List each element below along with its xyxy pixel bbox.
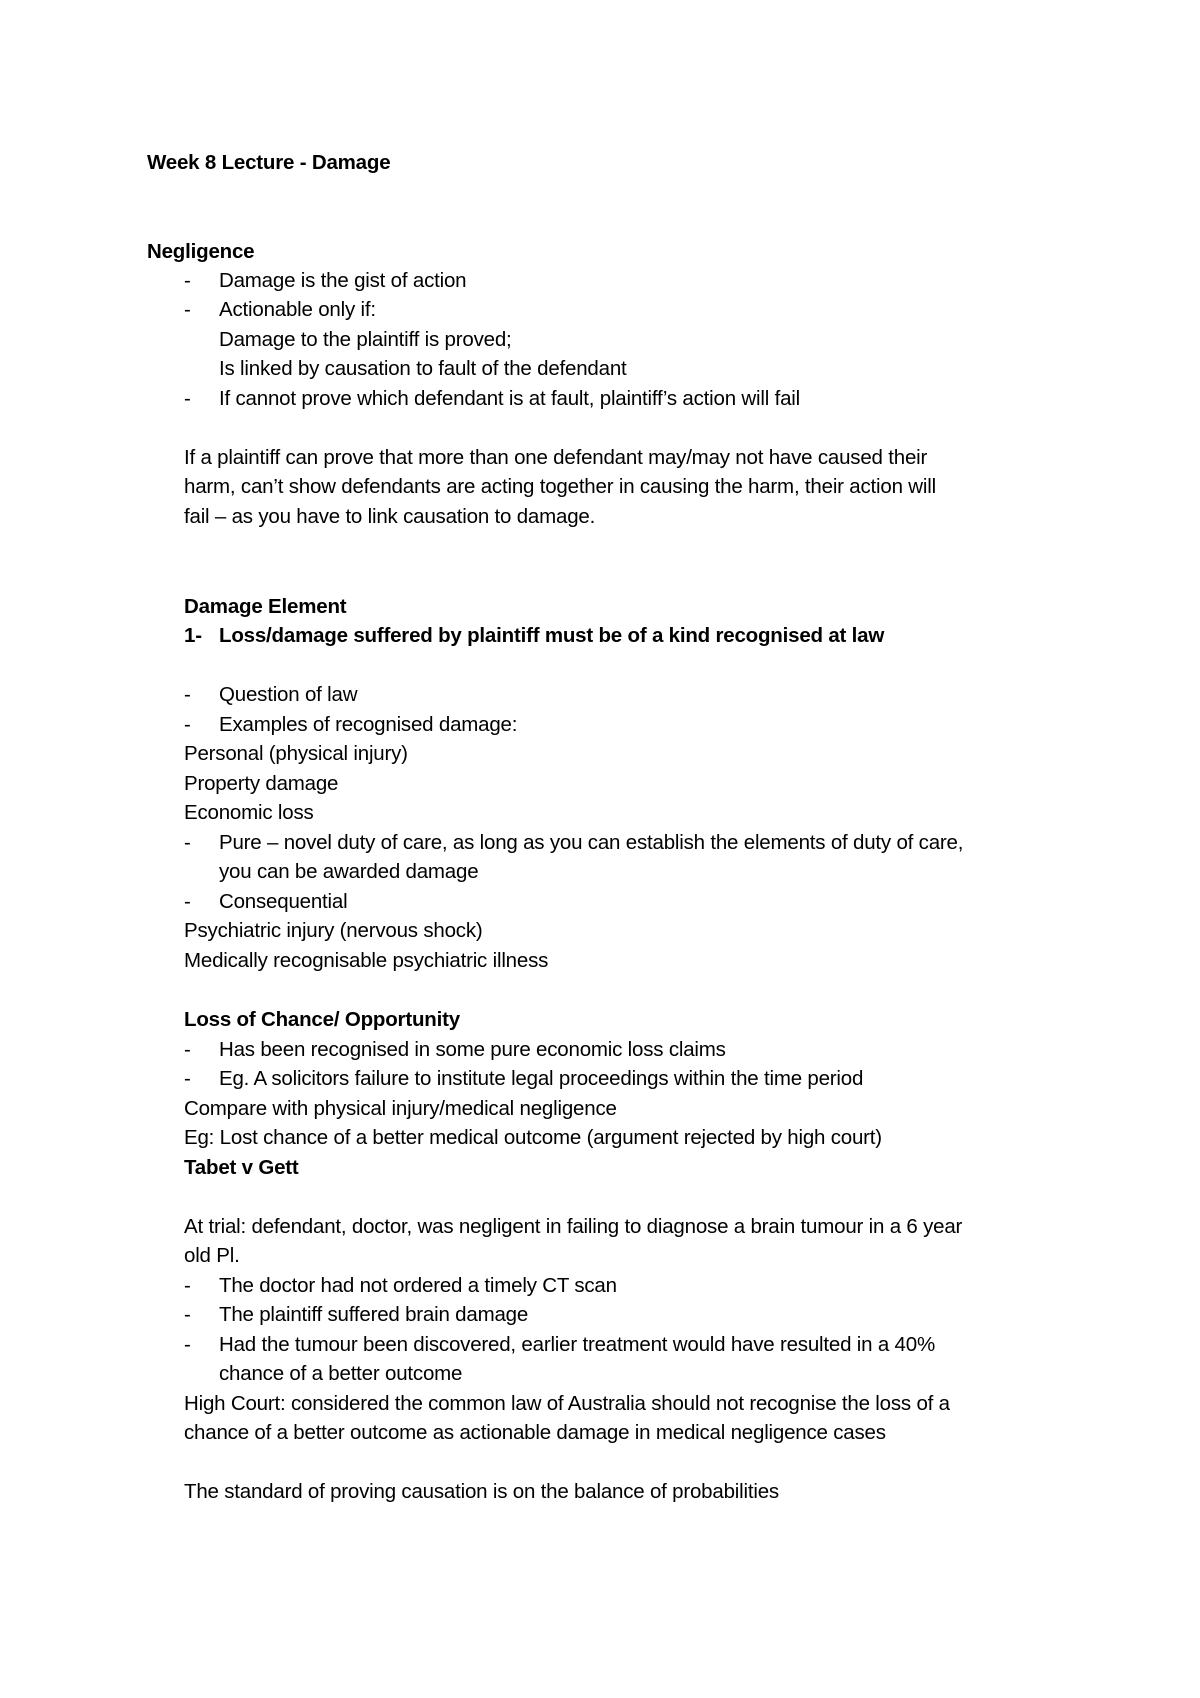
text-line: Compare with physical injury/medical negligence — [184, 1097, 617, 1120]
text-line: Psychiatric injury (nervous shock) — [184, 919, 483, 942]
list-item: If cannot prove which defendant is at fault, plaintiff’s action will fail — [219, 387, 800, 410]
negligence-heading: Negligence — [147, 240, 255, 263]
bullet-dash: - — [184, 387, 191, 410]
paragraph-line: High Court: considered the common law of Australia should not recognise the loss of a — [184, 1392, 950, 1415]
list-item: Had the tumour been discovered, earlier treatment would have resulted in a 40% — [219, 1333, 935, 1356]
list-item-continuation: chance of a better outcome — [219, 1362, 463, 1385]
bullet-dash: - — [184, 831, 191, 854]
case-name: Tabet v Gett — [184, 1156, 299, 1179]
list-item-continuation: Damage to the plaintiff is proved; — [219, 328, 512, 351]
paragraph-line: chance of a better outcome as actionable damage in medical negligence cases — [184, 1421, 886, 1444]
paragraph-line: At trial: defendant, doctor, was negligent in failing to diagnose a brain tumour in a 6 year — [184, 1215, 963, 1238]
text-line: Medically recognisable psychiatric illness — [184, 949, 549, 972]
bullet-dash: - — [184, 269, 191, 292]
list-item: Has been recognised in some pure economic loss claims — [219, 1038, 726, 1061]
text-line: Eg: Lost chance of a better medical outcome (argument rejected by high court) — [184, 1126, 882, 1149]
bullet-dash: - — [184, 298, 191, 321]
bullet-dash: - — [184, 1303, 191, 1326]
list-item-continuation: Is linked by causation to fault of the defendant — [219, 357, 627, 380]
bullet-dash: - — [184, 713, 191, 736]
list-item-continuation: you can be awarded damage — [219, 860, 479, 883]
list-item: Consequential — [219, 890, 348, 913]
text-line: Economic loss — [184, 801, 314, 824]
bullet-dash: - — [184, 1038, 191, 1061]
page-title: Week 8 Lecture - Damage — [147, 151, 391, 174]
numbered-item: Loss/damage suffered by plaintiff must be of a kind recognised at law — [219, 624, 885, 647]
text-line: Personal (physical injury) — [184, 742, 408, 765]
list-item: The plaintiff suffered brain damage — [219, 1303, 529, 1326]
list-item: Examples of recognised damage: — [219, 713, 518, 736]
list-item: Damage is the gist of action — [219, 269, 467, 292]
bullet-dash: - — [184, 890, 191, 913]
paragraph-line: harm, can’t show defendants are acting together in causing the harm, their action will — [184, 475, 936, 498]
loss-of-chance-heading: Loss of Chance/ Opportunity — [184, 1008, 460, 1031]
damage-element-heading: Damage Element — [184, 595, 347, 618]
list-item: Eg. A solicitors failure to institute legal proceedings within the time period — [219, 1067, 864, 1090]
paragraph-line: fail – as you have to link causation to damage. — [184, 505, 596, 528]
bullet-dash: - — [184, 1333, 191, 1356]
list-item: Question of law — [219, 683, 358, 706]
list-item: Actionable only if: — [219, 298, 376, 321]
paragraph-line: The standard of proving causation is on the balance of probabilities — [184, 1480, 779, 1503]
bullet-dash: - — [184, 1067, 191, 1090]
paragraph-line: old Pl. — [184, 1244, 240, 1267]
text-line: Property damage — [184, 772, 339, 795]
list-item: The doctor had not ordered a timely CT scan — [219, 1274, 617, 1297]
numbered-marker: 1- — [184, 624, 202, 647]
paragraph-line: If a plaintiff can prove that more than one defendant may/may not have caused their — [184, 446, 928, 469]
bullet-dash: - — [184, 1274, 191, 1297]
list-item: Pure – novel duty of care, as long as you can establish the elements of duty of care, — [219, 831, 964, 854]
bullet-dash: - — [184, 683, 191, 706]
